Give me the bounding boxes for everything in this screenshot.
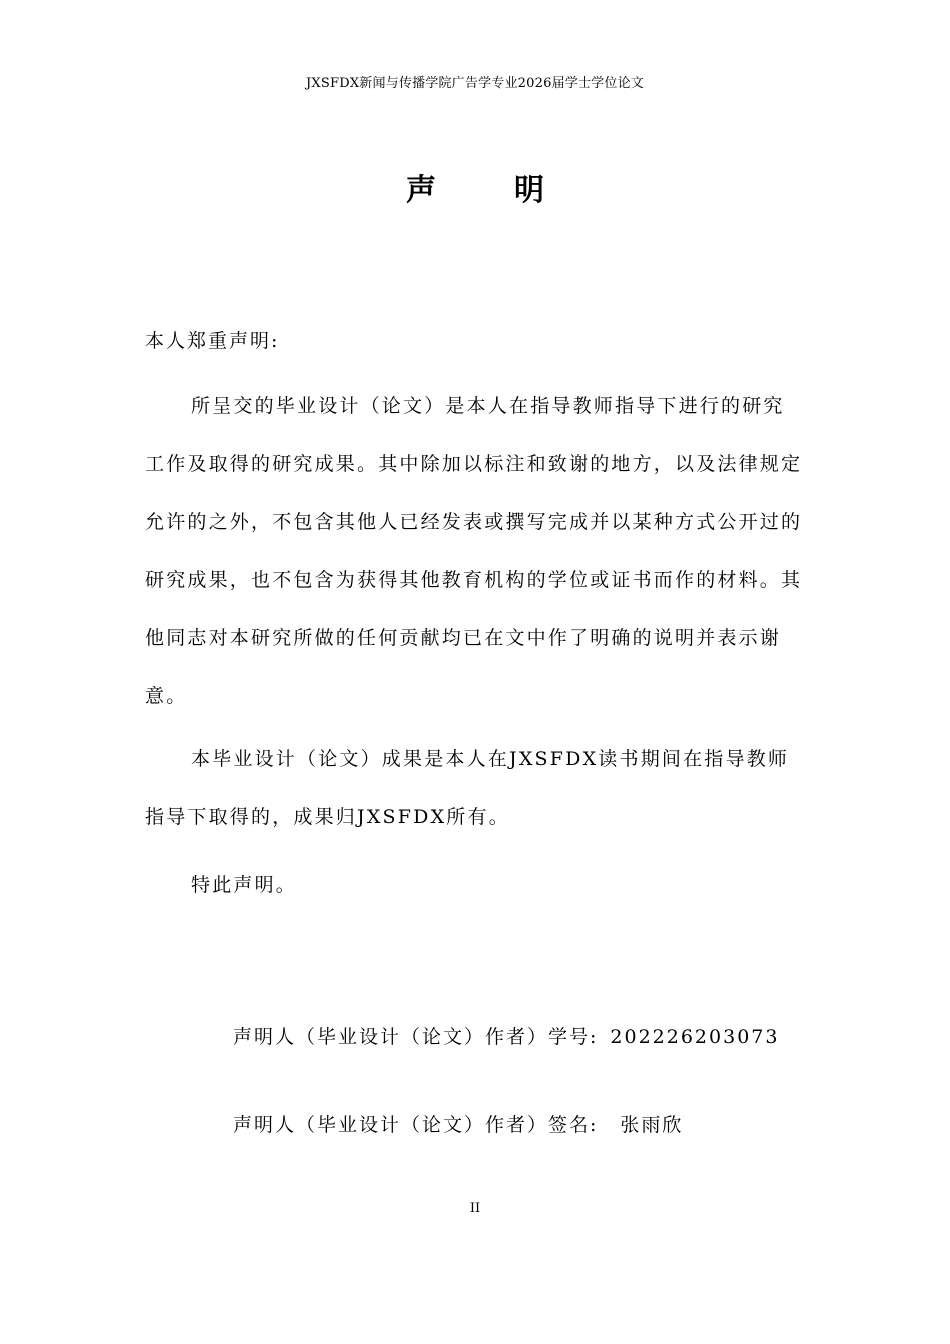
declaration-paragraph-2: 本毕业设计（论文）成果是本人在JXSFDX读书期间在指导教师指导下取得的，成果归JXSFDX所有。 xyxy=(145,748,790,828)
signature-line xyxy=(233,1110,683,1137)
student-id-label: 声明人（毕业设计（论文）作者）学号: xyxy=(233,1026,599,1048)
running-header: JXSFDX新闻与传播学院广告学专业2026届学士学位论文 xyxy=(306,76,644,91)
declaration-closing: 特此声明。 xyxy=(191,874,298,896)
student-id-value: 202226203073 xyxy=(610,1026,780,1048)
title-char-2: 明 xyxy=(514,173,544,208)
student-id-line xyxy=(233,1022,779,1049)
declaration-paragraph-1: 所呈交的毕业设计（论文）是本人在指导教师指导下进行的研究工作及取得的研究成果。其中除加以标注和致谢的地方，以及法律规定允许的之外，不包含其他人已经发表或撰写完成并以某种方式公开过的研究成果，也不包含为获得其他教育机构的学位或证书而作的材料。其他同志对本研究所做的任何贡献均已在文中作了明确的说明并表示谢意。 xyxy=(145,395,803,707)
declaration-opening: 本人郑重声明: xyxy=(145,330,280,352)
page-number: II xyxy=(469,1201,481,1216)
page-title xyxy=(0,165,950,209)
signature-value: 张雨欣 xyxy=(620,1114,684,1136)
title-char-1: 声 xyxy=(406,173,436,208)
signature-label: 声明人（毕业设计（论文）作者）签名: xyxy=(233,1114,599,1136)
